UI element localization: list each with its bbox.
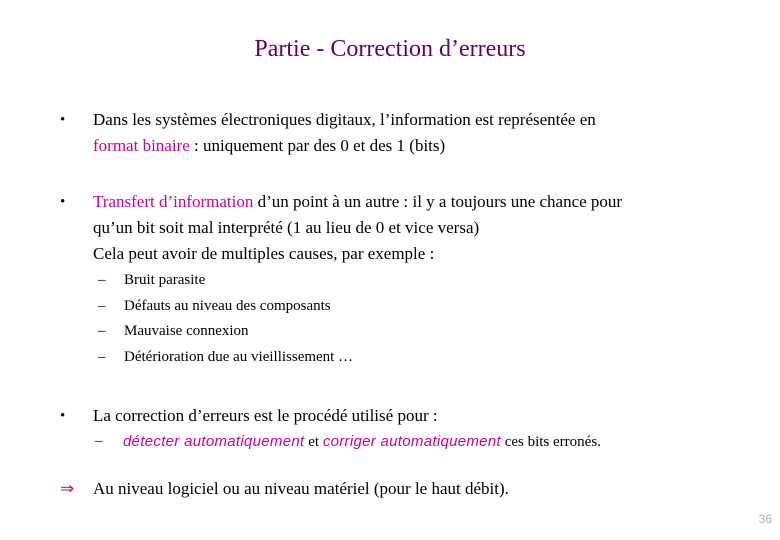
- bullet-text: [93, 189, 743, 267]
- dash-marker: –: [98, 272, 106, 288]
- implies-arrow-icon: ⇒: [60, 479, 75, 499]
- bullet-text: La correction d’erreurs est le procédé utilisé pour :: [93, 406, 438, 425]
- bullet-line-rest: d’un point à un autre : il y a toujours une chance pour: [253, 192, 623, 211]
- dash-marker: –: [98, 349, 106, 365]
- bullet-line: qu’un bit soit mal interprété (1 au lieu de 0 et vice versa): [93, 218, 480, 237]
- highlight-format-binaire: format binaire: [93, 136, 190, 155]
- bullet-marker: •: [60, 194, 66, 210]
- page-number: 36: [758, 512, 772, 526]
- dash-marker: –: [95, 433, 103, 449]
- cause-text: Mauvaise connexion: [124, 323, 249, 339]
- highlight-detecter: détecter automatiquement: [123, 433, 305, 450]
- bullet-line: Cela peut avoir de multiples causes, par exemple :: [93, 244, 435, 263]
- dash-marker: –: [98, 298, 106, 314]
- cause-text: Détérioration due au vieillissement …: [124, 349, 354, 365]
- subitem-rest: ces bits erronés.: [500, 434, 601, 450]
- bullet-line: [93, 133, 743, 159]
- connector-text: et: [304, 434, 323, 450]
- dash-marker: –: [98, 323, 106, 339]
- cause-text: Bruit parasite: [124, 272, 206, 288]
- highlight-transfert: Transfert d’information: [93, 192, 254, 211]
- highlight-corriger: corriger automatiquement: [322, 433, 501, 450]
- slide-title: Partie - Correction d’erreurs: [254, 36, 526, 62]
- bullet-line-rest: : uniquement par des 0 et des 1 (bits): [189, 136, 446, 155]
- correction-subitem-text: [123, 429, 601, 455]
- bullet-line: [93, 189, 743, 215]
- bullet-line: Dans les systèmes électroniques digitaux, l’information est représentée en: [93, 110, 596, 129]
- bullet-text: [93, 107, 743, 159]
- cause-text: Défauts au niveau des composants: [124, 298, 331, 314]
- bullet-marker: •: [60, 408, 66, 424]
- bullet-marker: •: [60, 112, 66, 128]
- conclusion-text: Au niveau logiciel ou au niveau matériel (pour le haut débit).: [93, 479, 509, 498]
